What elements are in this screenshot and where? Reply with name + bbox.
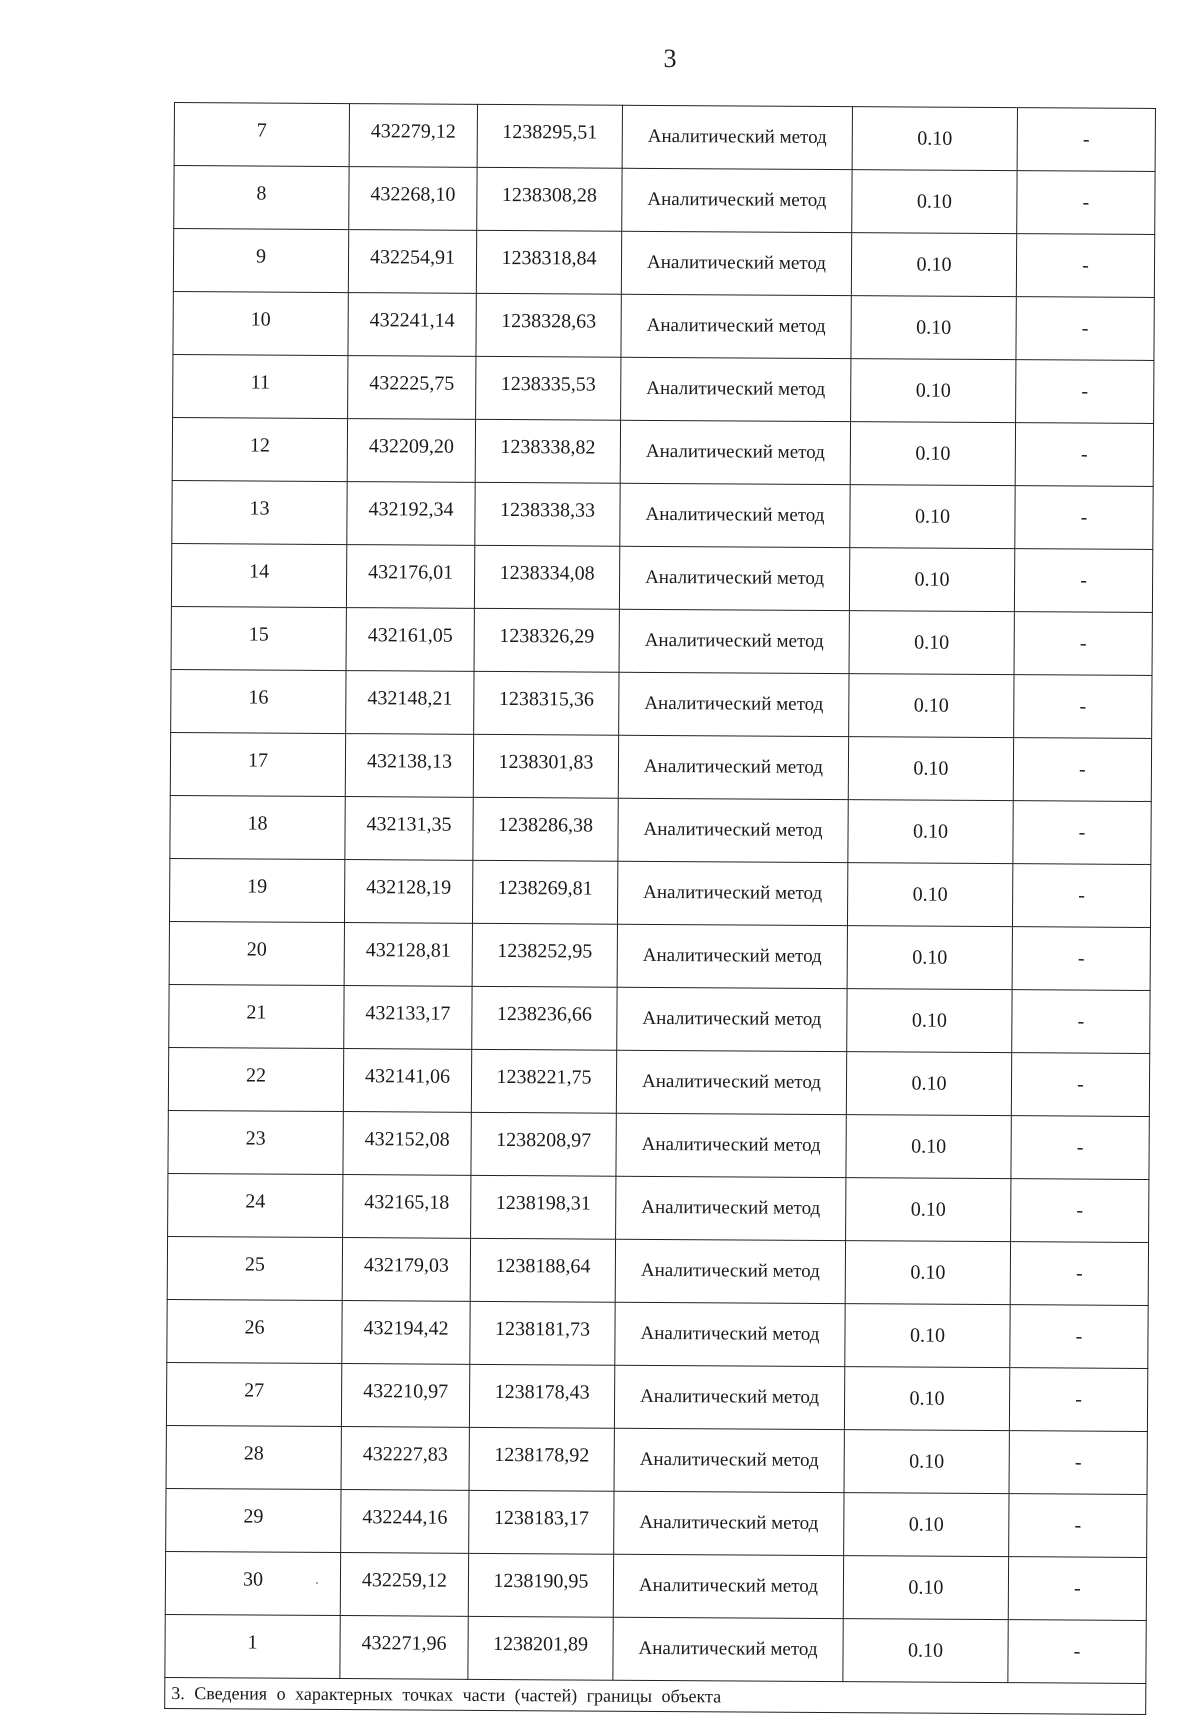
accuracy-cell: 0.10 (851, 233, 1016, 297)
x-coordinate-cell: 432268,10 (349, 167, 477, 231)
point-number-cell: 20 (169, 921, 344, 985)
section-heading-row (165, 1677, 1146, 1714)
method-cell: Аналитический метод (615, 1239, 845, 1303)
description-cell: - (1011, 1116, 1149, 1180)
accuracy-cell: 0.10 (846, 1178, 1011, 1242)
y-coordinate-cell: 1238198,31 (471, 1175, 616, 1239)
y-coordinate-cell: 1238315,36 (474, 671, 619, 735)
table-row (171, 606, 1152, 675)
point-number-cell: 30 (165, 1551, 340, 1615)
y-coordinate-cell: 1238236,66 (472, 986, 617, 1050)
description-cell: - (1017, 171, 1155, 235)
y-coordinate-cell: 1238318,84 (476, 230, 621, 294)
method-cell: Аналитический метод (614, 1428, 844, 1492)
table-row (171, 543, 1152, 612)
y-coordinate-cell: 1238178,92 (469, 1427, 614, 1491)
table-row (169, 921, 1150, 990)
description-cell: - (1010, 1305, 1148, 1369)
accuracy-cell: 0.10 (851, 296, 1016, 360)
description-cell: - (1009, 1494, 1147, 1558)
y-coordinate-cell: 1238208,97 (471, 1112, 616, 1176)
accuracy-cell: 0.10 (852, 170, 1017, 234)
accuracy-cell: 0.10 (845, 1241, 1010, 1305)
method-cell: Аналитический метод (617, 924, 847, 988)
table-row (172, 417, 1153, 486)
accuracy-cell: 0.10 (849, 611, 1014, 675)
point-number-cell: 25 (167, 1236, 342, 1300)
description-cell: - (1014, 612, 1152, 676)
description-cell: - (1008, 1620, 1146, 1684)
method-cell: Аналитический метод (619, 546, 849, 610)
y-coordinate-cell: 1238252,95 (472, 923, 617, 987)
accuracy-cell: 0.10 (843, 1556, 1008, 1620)
table-row (170, 795, 1151, 864)
method-cell: Аналитический метод (617, 861, 847, 925)
description-cell: - (1010, 1242, 1148, 1306)
x-coordinate-cell: 432254,91 (348, 230, 476, 294)
table-row (171, 669, 1152, 738)
accuracy-cell: 0.10 (844, 1367, 1009, 1431)
x-coordinate-cell: 432128,81 (344, 923, 472, 987)
y-coordinate-cell: 1238286,38 (473, 797, 618, 861)
table-row (170, 732, 1151, 801)
x-coordinate-cell: 432148,21 (346, 671, 474, 735)
y-coordinate-cell: 1238334,08 (474, 545, 619, 609)
x-coordinate-cell: 432225,75 (348, 356, 476, 420)
method-cell: Аналитический метод (618, 735, 848, 799)
table-row (169, 858, 1150, 927)
description-cell: - (1013, 801, 1151, 865)
description-cell: - (1012, 864, 1150, 928)
point-number-cell: 15 (171, 606, 346, 670)
y-coordinate-cell: 1238338,82 (475, 419, 620, 483)
table-row (165, 1614, 1146, 1683)
method-cell: Аналитический метод (619, 672, 849, 736)
point-number-cell: 1 (165, 1614, 340, 1678)
table-row (165, 1551, 1146, 1620)
table-row (167, 1236, 1148, 1305)
x-coordinate-cell: 432165,18 (343, 1175, 471, 1239)
accuracy-cell: 0.10 (850, 485, 1015, 549)
scan-speck (316, 1582, 318, 1584)
point-number-cell: 27 (166, 1362, 341, 1426)
accuracy-cell: 0.10 (843, 1619, 1008, 1683)
x-coordinate-cell: 432259,12 (340, 1553, 468, 1617)
method-cell: Аналитический метод (613, 1617, 843, 1681)
method-cell: Аналитический метод (619, 609, 849, 673)
table-row (173, 291, 1154, 360)
description-cell: - (1012, 990, 1150, 1054)
point-number-cell: 21 (169, 984, 344, 1048)
table-row (166, 1362, 1147, 1431)
description-cell: - (1017, 108, 1155, 172)
coordinates-table (164, 102, 1156, 1715)
description-cell: - (1011, 1053, 1149, 1117)
description-cell: - (1015, 486, 1153, 550)
description-cell: - (1014, 675, 1152, 739)
x-coordinate-cell: 432279,12 (349, 104, 477, 168)
point-number-cell: 12 (172, 417, 347, 481)
accuracy-cell: 0.10 (850, 422, 1015, 486)
method-cell: Аналитический метод (621, 357, 851, 421)
method-cell: Аналитический метод (613, 1554, 843, 1618)
table-row (168, 1173, 1149, 1242)
table-row (174, 103, 1155, 172)
point-number-cell: 26 (167, 1299, 342, 1363)
description-cell: - (1015, 423, 1153, 487)
point-number-cell: 23 (168, 1110, 343, 1174)
point-number-cell: 7 (174, 103, 349, 167)
method-cell: Аналитический метод (622, 168, 852, 232)
table-row (166, 1425, 1147, 1494)
x-coordinate-cell: 432227,83 (341, 1427, 469, 1491)
x-coordinate-cell: 432161,05 (346, 608, 474, 672)
accuracy-cell: 0.10 (849, 674, 1014, 738)
point-number-cell: 28 (166, 1425, 341, 1489)
point-number-cell: 29 (166, 1488, 341, 1552)
accuracy-cell: 0.10 (845, 1304, 1010, 1368)
x-coordinate-cell: 432133,17 (344, 986, 472, 1050)
description-cell: - (1014, 549, 1152, 613)
point-number-cell: 22 (168, 1047, 343, 1111)
method-cell: Аналитический метод (621, 231, 851, 295)
y-coordinate-cell: 1238181,73 (470, 1301, 615, 1365)
description-cell: - (1016, 297, 1154, 361)
y-coordinate-cell: 1238201,89 (468, 1616, 613, 1680)
table-row (168, 1047, 1149, 1116)
y-coordinate-cell: 1238338,33 (475, 482, 620, 546)
method-cell: Аналитический метод (622, 105, 852, 169)
method-cell: Аналитический метод (615, 1302, 845, 1366)
accuracy-cell: 0.10 (846, 1115, 1011, 1179)
table-row (166, 1488, 1147, 1557)
x-coordinate-cell: 432192,34 (347, 482, 475, 546)
table-row (173, 229, 1154, 298)
description-cell: - (1013, 738, 1151, 802)
x-coordinate-cell: 432209,20 (347, 419, 475, 483)
y-coordinate-cell: 1238328,63 (476, 293, 621, 357)
description-cell: - (1011, 1179, 1149, 1243)
description-cell: - (1009, 1368, 1147, 1432)
method-cell: Аналитический метод (620, 420, 850, 484)
method-cell: Аналитический метод (621, 294, 851, 358)
point-number-cell: 18 (170, 795, 345, 859)
method-cell: Аналитический метод (616, 1176, 846, 1240)
table-row (174, 166, 1155, 235)
method-cell: Аналитический метод (618, 798, 848, 862)
description-cell: - (1016, 234, 1154, 298)
page-number: 3 (663, 44, 677, 73)
x-coordinate-cell: 432176,01 (346, 545, 474, 609)
point-number-cell: 17 (170, 732, 345, 796)
method-cell: Аналитический метод (614, 1365, 844, 1429)
accuracy-cell: 0.10 (847, 989, 1012, 1053)
point-number-cell: 8 (174, 166, 349, 230)
y-coordinate-cell: 1238178,43 (469, 1364, 614, 1428)
point-number-cell: 14 (171, 543, 346, 607)
accuracy-cell: 0.10 (847, 926, 1012, 990)
x-coordinate-cell: 432241,14 (348, 293, 476, 357)
description-cell: - (1008, 1557, 1146, 1621)
x-coordinate-cell: 432131,35 (345, 797, 473, 861)
y-coordinate-cell: 1238301,83 (473, 734, 618, 798)
x-coordinate-cell: 432128,19 (344, 860, 472, 924)
x-coordinate-cell: 432141,06 (343, 1049, 471, 1113)
method-cell: Аналитический метод (616, 1050, 846, 1114)
point-number-cell: 16 (171, 669, 346, 733)
method-cell: Аналитический метод (617, 987, 847, 1051)
table-row (167, 1299, 1148, 1368)
point-number-cell: 10 (173, 291, 348, 355)
accuracy-cell: 0.10 (848, 800, 1013, 864)
y-coordinate-cell: 1238190,95 (468, 1553, 613, 1617)
y-coordinate-cell: 1238308,28 (477, 167, 622, 231)
accuracy-cell: 0.10 (848, 737, 1013, 801)
table-row (169, 984, 1150, 1053)
x-coordinate-cell: 432210,97 (341, 1364, 469, 1428)
y-coordinate-cell: 1238188,64 (470, 1238, 615, 1302)
accuracy-cell: 0.10 (849, 548, 1014, 612)
description-cell: - (1016, 360, 1154, 424)
x-coordinate-cell: 432152,08 (343, 1112, 471, 1176)
x-coordinate-cell: 432244,16 (341, 1490, 469, 1554)
accuracy-cell: 0.10 (844, 1430, 1009, 1494)
x-coordinate-cell: 432179,03 (342, 1238, 470, 1302)
method-cell: Аналитический метод (620, 483, 850, 547)
point-number-cell: 13 (172, 480, 347, 544)
section-heading: 3. Сведения о характерных точках части (частей) границы объекта (165, 1677, 1146, 1714)
accuracy-cell: 0.10 (844, 1493, 1009, 1557)
accuracy-cell: 0.10 (852, 107, 1017, 171)
y-coordinate-cell: 1238335,53 (476, 356, 621, 420)
description-cell: - (1009, 1431, 1147, 1495)
x-coordinate-cell: 432271,96 (340, 1616, 468, 1680)
table-row (173, 354, 1154, 423)
point-number-cell: 19 (169, 858, 344, 922)
accuracy-cell: 0.10 (847, 863, 1012, 927)
method-cell: Аналитический метод (616, 1113, 846, 1177)
y-coordinate-cell: 1238183,17 (469, 1490, 614, 1554)
coordinates-table-body (165, 103, 1156, 1715)
point-number-cell: 24 (168, 1173, 343, 1237)
point-number-cell: 11 (173, 354, 348, 418)
description-cell: - (1012, 927, 1150, 991)
x-coordinate-cell: 432194,42 (342, 1301, 470, 1365)
y-coordinate-cell: 1238326,29 (474, 608, 619, 672)
table-row (168, 1110, 1149, 1179)
point-number-cell: 9 (173, 229, 348, 293)
y-coordinate-cell: 1238221,75 (471, 1049, 616, 1113)
table-row (172, 480, 1153, 549)
x-coordinate-cell: 432138,13 (345, 734, 473, 798)
accuracy-cell: 0.10 (851, 359, 1016, 423)
method-cell: Аналитический метод (614, 1491, 844, 1555)
y-coordinate-cell: 1238269,81 (472, 860, 617, 924)
accuracy-cell: 0.10 (846, 1052, 1011, 1116)
y-coordinate-cell: 1238295,51 (477, 104, 622, 168)
